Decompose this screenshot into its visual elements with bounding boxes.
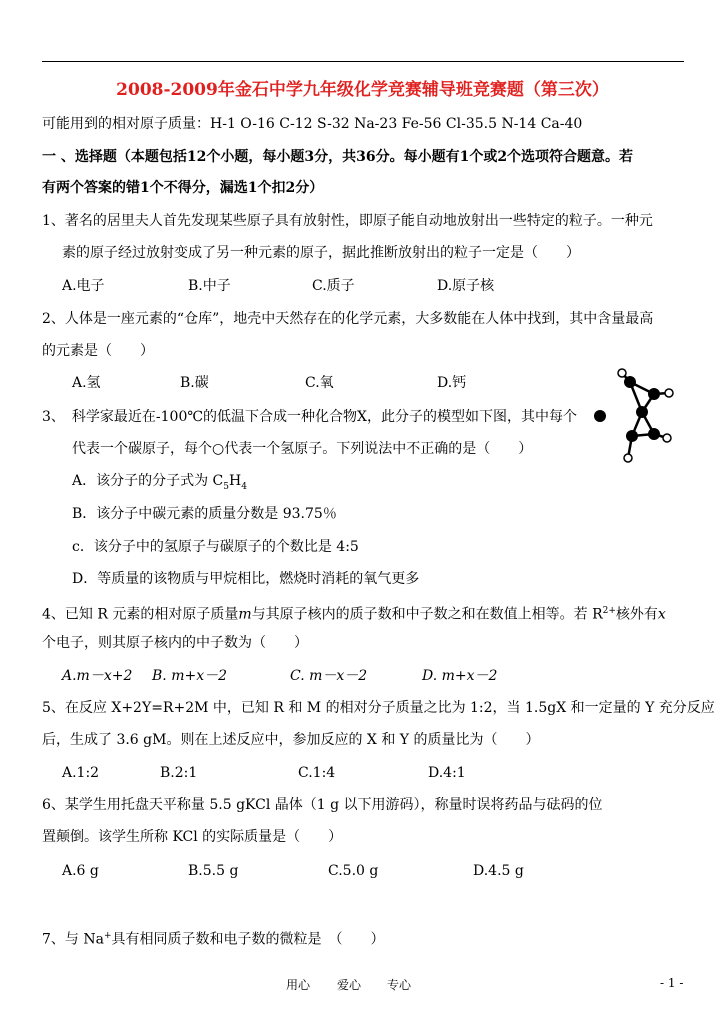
q3-option-a <box>72 472 247 496</box>
footer-motto-2: 爱心 <box>337 978 362 992</box>
hydrogen-atom-icon <box>665 389 673 397</box>
q4-text-1: 4、已知 R 元素的相对原子质量 <box>42 606 239 623</box>
q6-option-b: B.5.5 g <box>188 863 239 879</box>
footer-motto-1: 用心 <box>286 978 311 992</box>
q1-option-b: B.中子 <box>188 278 231 294</box>
q7-text-2: 具有相同质子数和电子数的微粒是 （ ） <box>111 931 385 948</box>
q3-option-a-h: H <box>229 473 242 489</box>
q7-line1 <box>42 927 385 949</box>
hydrogen-atom-icon <box>624 454 632 462</box>
hydrogen-atom-icon <box>618 369 626 377</box>
q7-text-1: 7、与 Na <box>42 931 104 948</box>
q2-line2: 的元素是（ ） <box>42 343 154 359</box>
q6-option-d: D.4.5 g <box>473 863 524 879</box>
q2-option-d: D.钙 <box>437 375 467 391</box>
q4-option-d: D. m+x－2 <box>422 668 498 684</box>
q4-option-c: C. m－x－2 <box>290 668 368 684</box>
q3-option-a-text: A．该分子的分子式为 C <box>72 473 224 489</box>
molecule-model-diagram <box>588 362 678 472</box>
q5-option-a: A.1:2 <box>62 765 100 781</box>
q3-option-d: D．等质量的该物质与甲烷相比，燃烧时消耗的氧气更多 <box>72 571 420 587</box>
q7-charge-superscript: + <box>103 931 112 941</box>
carbon-atom-icon <box>648 388 660 400</box>
q4-line1 <box>42 602 666 624</box>
q4-var-x: x <box>657 606 666 623</box>
q3-line1: 3、 科学家最近在-100℃的低温下合成一种化合物X，此分子的模型如下图，其中每个 <box>42 409 577 425</box>
q2-option-c: C.氧 <box>305 375 334 391</box>
q6-line1: 6、某学生用托盘天平称量 5.5 gKCl 晶体（1 g 以下用游码），称量时误将药品与砝码的位 <box>42 797 603 813</box>
q1-option-c: C.质子 <box>312 278 355 294</box>
q1-line1: 1、著名的居里夫人首先发现某些原子具有放射性，即原子能自动地放射出一些特定的粒子。一种元 <box>42 213 653 229</box>
header-rule <box>42 61 684 62</box>
q5-option-d: D.4:1 <box>428 765 466 781</box>
q4-line2: 个电子，则其原子核内的中子数为（ ） <box>42 635 308 651</box>
q3-subscript-5: 5 <box>223 481 230 492</box>
carbon-atom-icon <box>636 406 648 418</box>
q4-option-a: A.m－x+2 <box>62 668 133 684</box>
q2-option-b: B.碳 <box>180 375 209 391</box>
q5-line1: 5、在反应 X+2Y=R+2M 中，已知 R 和 M 的相对分子质量之比为 1:2，当 1.5gX 和一定量的 Y 充分反应 <box>42 700 715 716</box>
q5-option-b: B.2:1 <box>160 765 198 781</box>
section-heading-line2: 有两个答案的错1个不得分，漏选1个扣2分） <box>42 180 324 196</box>
q3-option-b: B．该分子中碳元素的质量分数是 93.75％ <box>72 506 337 522</box>
q1-option-d: D.原子核 <box>437 278 495 294</box>
q2-option-a: A.氢 <box>72 375 101 391</box>
q2-line1: 2、人体是一座元素的“仓库”，地壳中天然存在的化学元素，大多数能在人体中找到，其中含量最高 <box>42 311 654 327</box>
carbon-atom-icon <box>626 430 638 442</box>
q3-line2: 代表一个碳原子，每个○代表一个氢原子。下列说法中不正确的是（ ） <box>72 441 533 457</box>
q5-option-c: C.1:4 <box>298 765 336 781</box>
q4-text-3: 核外有 <box>615 606 658 623</box>
q6-option-c: C.5.0 g <box>328 863 379 879</box>
q6-option-a: A.6 g <box>62 863 99 879</box>
carbon-atom-icon <box>648 428 660 440</box>
q3-subscript-4: 4 <box>241 481 247 492</box>
q4-text-2: 与其原子核内的质子数和中子数之和在数值上相等。若 R <box>251 606 603 623</box>
q6-line2: 置颠倒。该学生所称 KCl 的实际质量是（ ） <box>42 829 343 845</box>
q4-var-m: m <box>238 606 252 623</box>
q1-option-a: A.电子 <box>62 278 105 294</box>
q4-charge-superscript: 2+ <box>602 606 616 616</box>
q4-option-b: B. m+x－2 <box>152 668 227 684</box>
carbon-atom-icon <box>624 376 636 388</box>
atomic-masses: 可能用到的相对原子质量：H-1 O-16 C-12 S-32 Na-23 Fe-56 Cl-35.5 N-14 Ca-40 <box>42 116 583 132</box>
q5-line2: 后，生成了 3.6 gM。则在上述反应中，参加反应的 X 和 Y 的质量比为（ ） <box>42 732 540 748</box>
hydrogen-atom-icon <box>663 434 671 442</box>
q3-option-c: c．该分子中的氢原子与碳原子的个数比是 4:5 <box>72 539 359 555</box>
section-heading-line1: 一 、选择题（本题包括12个小题，每小题3分，共36分。每小题有1个或2个选项符合题意。若 <box>42 149 634 165</box>
q1-line2: 素的原子经过放射变成了另一种元素的原子，据此推断放射出的粒子一定是（ ） <box>62 245 580 261</box>
page-title: 2008-2009年金石中学九年级化学竞赛辅导班竞赛题（第三次） <box>116 80 609 100</box>
page-number: - 1 - <box>660 976 684 990</box>
footer-motto-3: 专心 <box>387 978 412 992</box>
